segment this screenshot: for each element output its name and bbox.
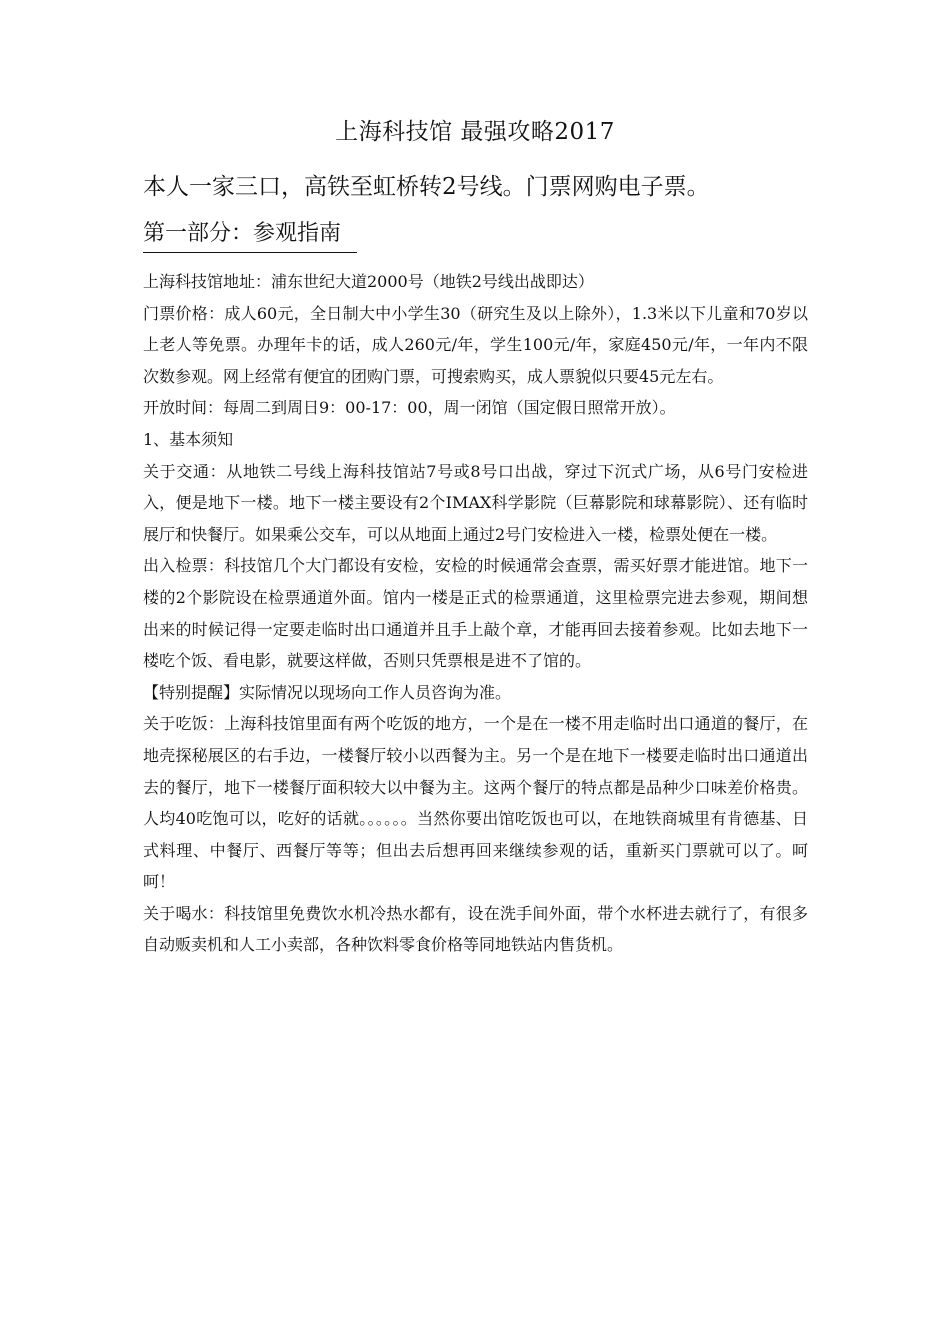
paragraph-special-reminder: 【特别提醒】实际情况以现场向工作人员咨询为准。 [143,682,512,702]
paragraph-basic-info-heading: 1、基本须知 [143,429,234,449]
section-heading-underline [143,252,357,253]
paragraph-opening-hours: 开放时间：每周二到周日9：00-17：00，周一闭馆（国定假日照常开放）。 [143,398,676,418]
document-subtitle: 本人一家三口，高铁至虹桥转2号线。门票网购电子票。 [143,174,710,200]
document-title: 上海科技馆 最强攻略2017 [335,119,615,145]
paragraph-dining: 关于吃饭：上海科技馆里面有两个吃饭的地方，一个是在一楼不用走临时出口通道的餐厅，在地壳探秘展区的右手边，一楼餐厅较小以西餐为主。另一个是在地下一楼要走临时出口通道出去的餐厅，地下一楼餐厅面积较大以中餐为主。这两个餐厅的特点都是品种少口味差价格贵。人均40吃饱可以，吃好的话就。。。。。。当然你要出馆吃饭也可以，在地铁商城里有肯德基、日式料理、中餐厅、西餐厅等等；但出去后想再回来继续参观的话，重新买门票就可以了。呵呵！ [143,714,808,892]
paragraph-drinking-water: 关于喝水：科技馆里免费饮水机冷热水都有，设在洗手间外面，带个水杯进去就行了，有很多自动贩卖机和人工小卖部，各种饮料零食价格等同地铁站内售货机。 [143,903,808,955]
paragraph-transport: 关于交通：从地铁二号线上海科技馆站7号或8号口出战，穿过下沉式广场，从6号门安检进入，便是地下一楼。地下一楼主要设有2个IMAX科学影院（巨幕影院和球幕影院）、还有临时展厅和快餐厅。如果乘公交车，可以从地面上通过2号门安检进入一楼，检票处便在一楼。 [143,461,808,544]
paragraph-ticket-check: 出入检票：科技馆几个大门都设有安检，安检的时候通常会查票，需买好票才能进馆。地下一楼的2个影院设在检票通道外面。馆内一楼是正式的检票通道，这里检票完进去参观，期间想出来的时候记得一定要走临时出口通道并且手上敲个章，才能再回去接着参观。比如去地下一楼吃个饭、看电影，就要这样做，否则只凭票根是进不了馆的。 [143,556,808,671]
document-body [143,266,808,961]
paragraph-address: 上海科技馆地址：浦东世纪大道2000号（地铁2号线出战即达） [143,272,594,291]
section-heading: 第一部分：参观指南 [143,221,342,246]
paragraph-ticket-price: 门票价格：成人60元，全日制大中小学生30（研究生及以上除外），1.3米以下儿童和70岁以上老人等免票。办理年卡的话，成人260元/年，学生100元/年，家庭450元/年，一年内不限次数参观。网上经常有便宜的团购门票，可搜索购买，成人票貌似只要45元左右。 [143,303,808,386]
